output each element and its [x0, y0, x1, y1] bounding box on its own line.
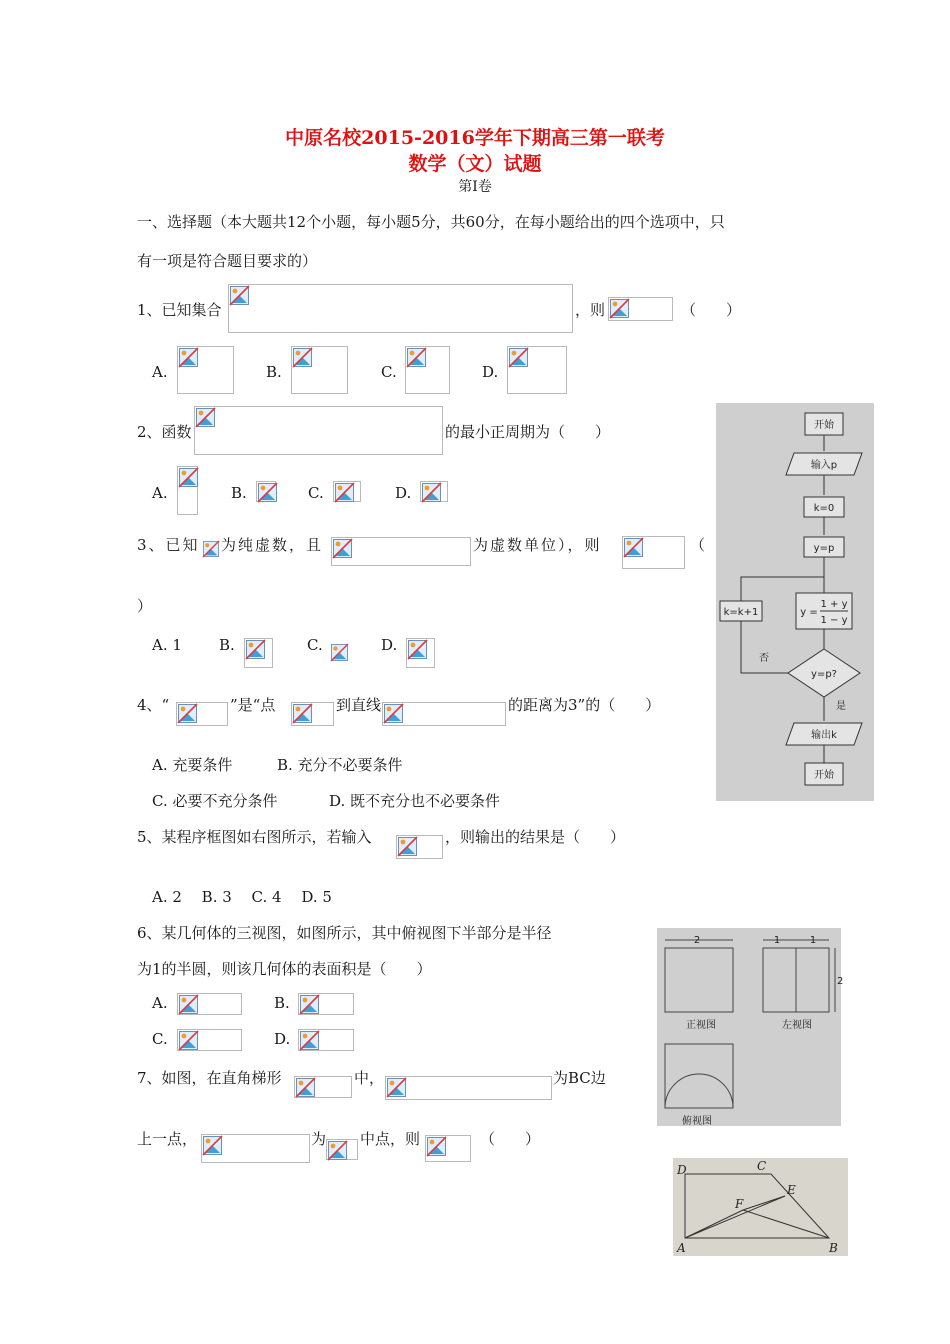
broken-image-icon — [179, 995, 198, 1014]
broken-image-icon — [300, 995, 319, 1014]
broken-image-icon — [179, 348, 198, 367]
update-y-prefix: y = — [800, 607, 818, 618]
option-a-label: A. 1 — [152, 636, 182, 654]
formula-image — [228, 284, 573, 333]
broken-image-icon — [258, 483, 277, 502]
option-a: A. 充要条件 — [152, 756, 233, 774]
broken-image-icon — [296, 1078, 315, 1097]
formula-image — [298, 1029, 354, 1051]
formula-image — [420, 481, 448, 502]
broken-image-icon — [196, 408, 215, 427]
q7-stem: 7、如图，在直角梯形 — [137, 1069, 282, 1087]
option-c-label: C. — [381, 363, 397, 381]
formula-image — [203, 541, 220, 560]
broken-image-icon — [293, 348, 312, 367]
section-intro-line1: 一、选择题（本大题共12个小题，每小题5分，共60分，在每小题给出的四个选项中，只 — [137, 213, 725, 231]
front-view-label: 正视图 — [686, 1020, 716, 1031]
formula-image — [177, 1029, 242, 1051]
yes-label: 是 — [836, 701, 846, 712]
option-d-label: D. — [381, 636, 398, 654]
q4-text: 到直线 — [336, 696, 382, 714]
dim-side-1-text: 1 — [773, 935, 781, 946]
broken-image-icon — [178, 704, 197, 723]
flowchart-figure — [716, 403, 874, 801]
formula-image — [177, 466, 198, 515]
option-b-label: B. — [219, 636, 235, 654]
option-d-label: D. — [274, 1030, 291, 1048]
option-a-label: A. — [152, 994, 168, 1012]
broken-image-icon — [610, 299, 629, 318]
q5-stem: 5、某程序框图如右图所示，若输入 — [137, 828, 372, 846]
q7-text: 为 — [311, 1130, 327, 1148]
option-b-label: B. — [274, 994, 290, 1012]
q6-stem-line2: 为1的半圆，则该几何体的表面积是（ ） — [137, 960, 432, 978]
broken-image-icon — [407, 348, 426, 367]
answer-paren-open: （ — [690, 536, 706, 554]
volume-label: 第Ⅰ卷 — [458, 179, 492, 195]
label-b: B — [829, 1241, 838, 1255]
segment-af — [685, 1210, 743, 1238]
broken-image-icon — [293, 704, 312, 723]
formula-image — [298, 993, 354, 1015]
start-text: 开始 — [814, 420, 834, 431]
update-y-denominator: 1 − y — [820, 615, 848, 626]
formula-image — [326, 1139, 358, 1160]
label-e: E — [787, 1183, 796, 1197]
formula-image — [333, 481, 361, 502]
section-intro-line2: 有一项是符合题目要求的） — [137, 252, 318, 270]
q3-text: 为虚数单位），则 — [473, 536, 602, 554]
option-b-label: B. — [231, 484, 247, 502]
option-b-label: B. — [266, 363, 282, 381]
broken-image-icon — [300, 1031, 319, 1050]
broken-image-icon — [179, 1031, 198, 1050]
q1-then: ，则 — [575, 301, 606, 319]
broken-image-icon — [624, 538, 643, 557]
formula-image — [291, 702, 334, 726]
broken-image-icon — [203, 1136, 222, 1155]
broken-image-icon — [246, 640, 265, 659]
label-f: F — [735, 1197, 744, 1211]
trapezoid-figure — [673, 1158, 848, 1256]
formula-image — [406, 638, 435, 668]
label-c: C — [757, 1159, 767, 1173]
formula-image — [425, 1135, 471, 1162]
label-a: A — [677, 1241, 686, 1255]
formula-image — [177, 346, 234, 394]
option-d-label: D. — [395, 484, 412, 502]
formula-image — [244, 638, 273, 668]
answer-paren: （ ） — [681, 301, 742, 319]
q3-text: 为纯虚数，且 — [221, 536, 324, 554]
formula-image — [294, 1076, 352, 1098]
q7-text: 为BC边 — [553, 1069, 606, 1087]
option-c-label: C. — [308, 484, 324, 502]
broken-image-icon — [384, 704, 403, 723]
formula-image — [331, 644, 349, 664]
option-d: D. 既不充分也不必要条件 — [329, 792, 501, 810]
q4-stem: 4、“ — [137, 696, 170, 714]
broken-image-icon — [230, 286, 249, 305]
no-branch-arrow — [741, 621, 788, 673]
exam-subtitle: 数学（文）试题 — [408, 153, 542, 175]
broken-image-icon — [398, 837, 417, 856]
broken-image-icon — [328, 1141, 347, 1160]
top-view — [665, 1044, 733, 1108]
broken-image-icon — [333, 539, 352, 558]
formula-image — [507, 346, 567, 394]
q4-text-end: 的距离为3”的（ ） — [508, 696, 661, 714]
output-text: 输出k — [811, 730, 837, 741]
no-label: 否 — [759, 653, 769, 664]
broken-image-icon — [387, 1078, 406, 1097]
broken-image-icon — [331, 644, 348, 661]
formula-image — [201, 1134, 310, 1163]
top-view-semicircle — [665, 1074, 733, 1108]
q5-options: A. 2 B. 3 C. 4 D. 5 — [152, 888, 332, 906]
top-view-label: 俯视图 — [682, 1116, 712, 1127]
end-text: 开始 — [814, 770, 834, 781]
dim-height-text: 2 — [837, 976, 844, 987]
broken-image-icon — [509, 348, 528, 367]
segment-fe — [743, 1196, 785, 1210]
broken-image-icon — [335, 483, 354, 502]
q7-line2: 上一点， — [137, 1130, 198, 1148]
three-view-figure — [657, 928, 844, 1127]
formula-image — [608, 297, 673, 321]
q3-stem: 3、已知 — [137, 536, 200, 554]
dim-side-2-text: 1 — [809, 935, 817, 946]
q7-text: 中， — [354, 1069, 385, 1087]
option-a-label: A. — [152, 363, 168, 381]
q7-text: 中点，则 — [360, 1130, 421, 1148]
y-init-text: y=p — [813, 543, 835, 554]
k-init-text: k=0 — [813, 503, 835, 514]
option-b: B. 充分不必要条件 — [277, 756, 403, 774]
formula-image — [622, 536, 685, 569]
q2-stem: 2、函数 — [137, 423, 192, 441]
broken-image-icon — [427, 1137, 446, 1156]
side-view-label: 左视图 — [782, 1020, 812, 1031]
broken-image-icon — [179, 468, 198, 487]
q6-stem-line1: 6、某几何体的三视图，如图所示，其中俯视图下半部分是半径 — [137, 924, 552, 942]
option-a-label: A. — [152, 484, 168, 502]
exam-title: 中原名校2015-2016学年下期高三第一联考 — [285, 127, 665, 149]
option-d-label: D. — [482, 363, 499, 381]
formula-image — [331, 537, 471, 566]
formula-image — [256, 481, 276, 502]
update-y-numerator: 1 + y — [820, 599, 848, 610]
formula-image — [396, 835, 443, 859]
answer-paren: （ ） — [480, 1130, 541, 1148]
q5-stem-end: ，则输出的结果是（ ） — [445, 828, 626, 846]
formula-image — [194, 406, 443, 455]
front-view — [665, 948, 733, 1012]
formula-image — [405, 346, 450, 394]
formula-image — [385, 1076, 552, 1100]
q4-text: ”是“点 — [230, 696, 276, 714]
formula-image — [177, 993, 242, 1015]
broken-image-icon — [422, 483, 441, 502]
formula-image — [382, 702, 506, 726]
option-c: C. 必要不充分条件 — [152, 792, 278, 810]
option-c-label: C. — [152, 1030, 168, 1048]
input-text: 输入p — [810, 460, 838, 471]
q2-stem-end: 的最小正周期为（ ） — [445, 423, 611, 441]
update-k-text: k=k+1 — [723, 607, 759, 618]
label-d: D — [677, 1163, 687, 1177]
q1-stem: 1、已知集合 — [137, 301, 222, 319]
broken-image-icon — [203, 541, 219, 557]
broken-image-icon — [408, 640, 427, 659]
formula-image — [291, 346, 348, 394]
condition-text: y=p? — [811, 669, 837, 680]
answer-paren-close: ） — [137, 597, 153, 615]
dim-front-text: 2 — [693, 935, 701, 946]
option-c-label: C. — [307, 636, 323, 654]
formula-image — [176, 702, 228, 726]
